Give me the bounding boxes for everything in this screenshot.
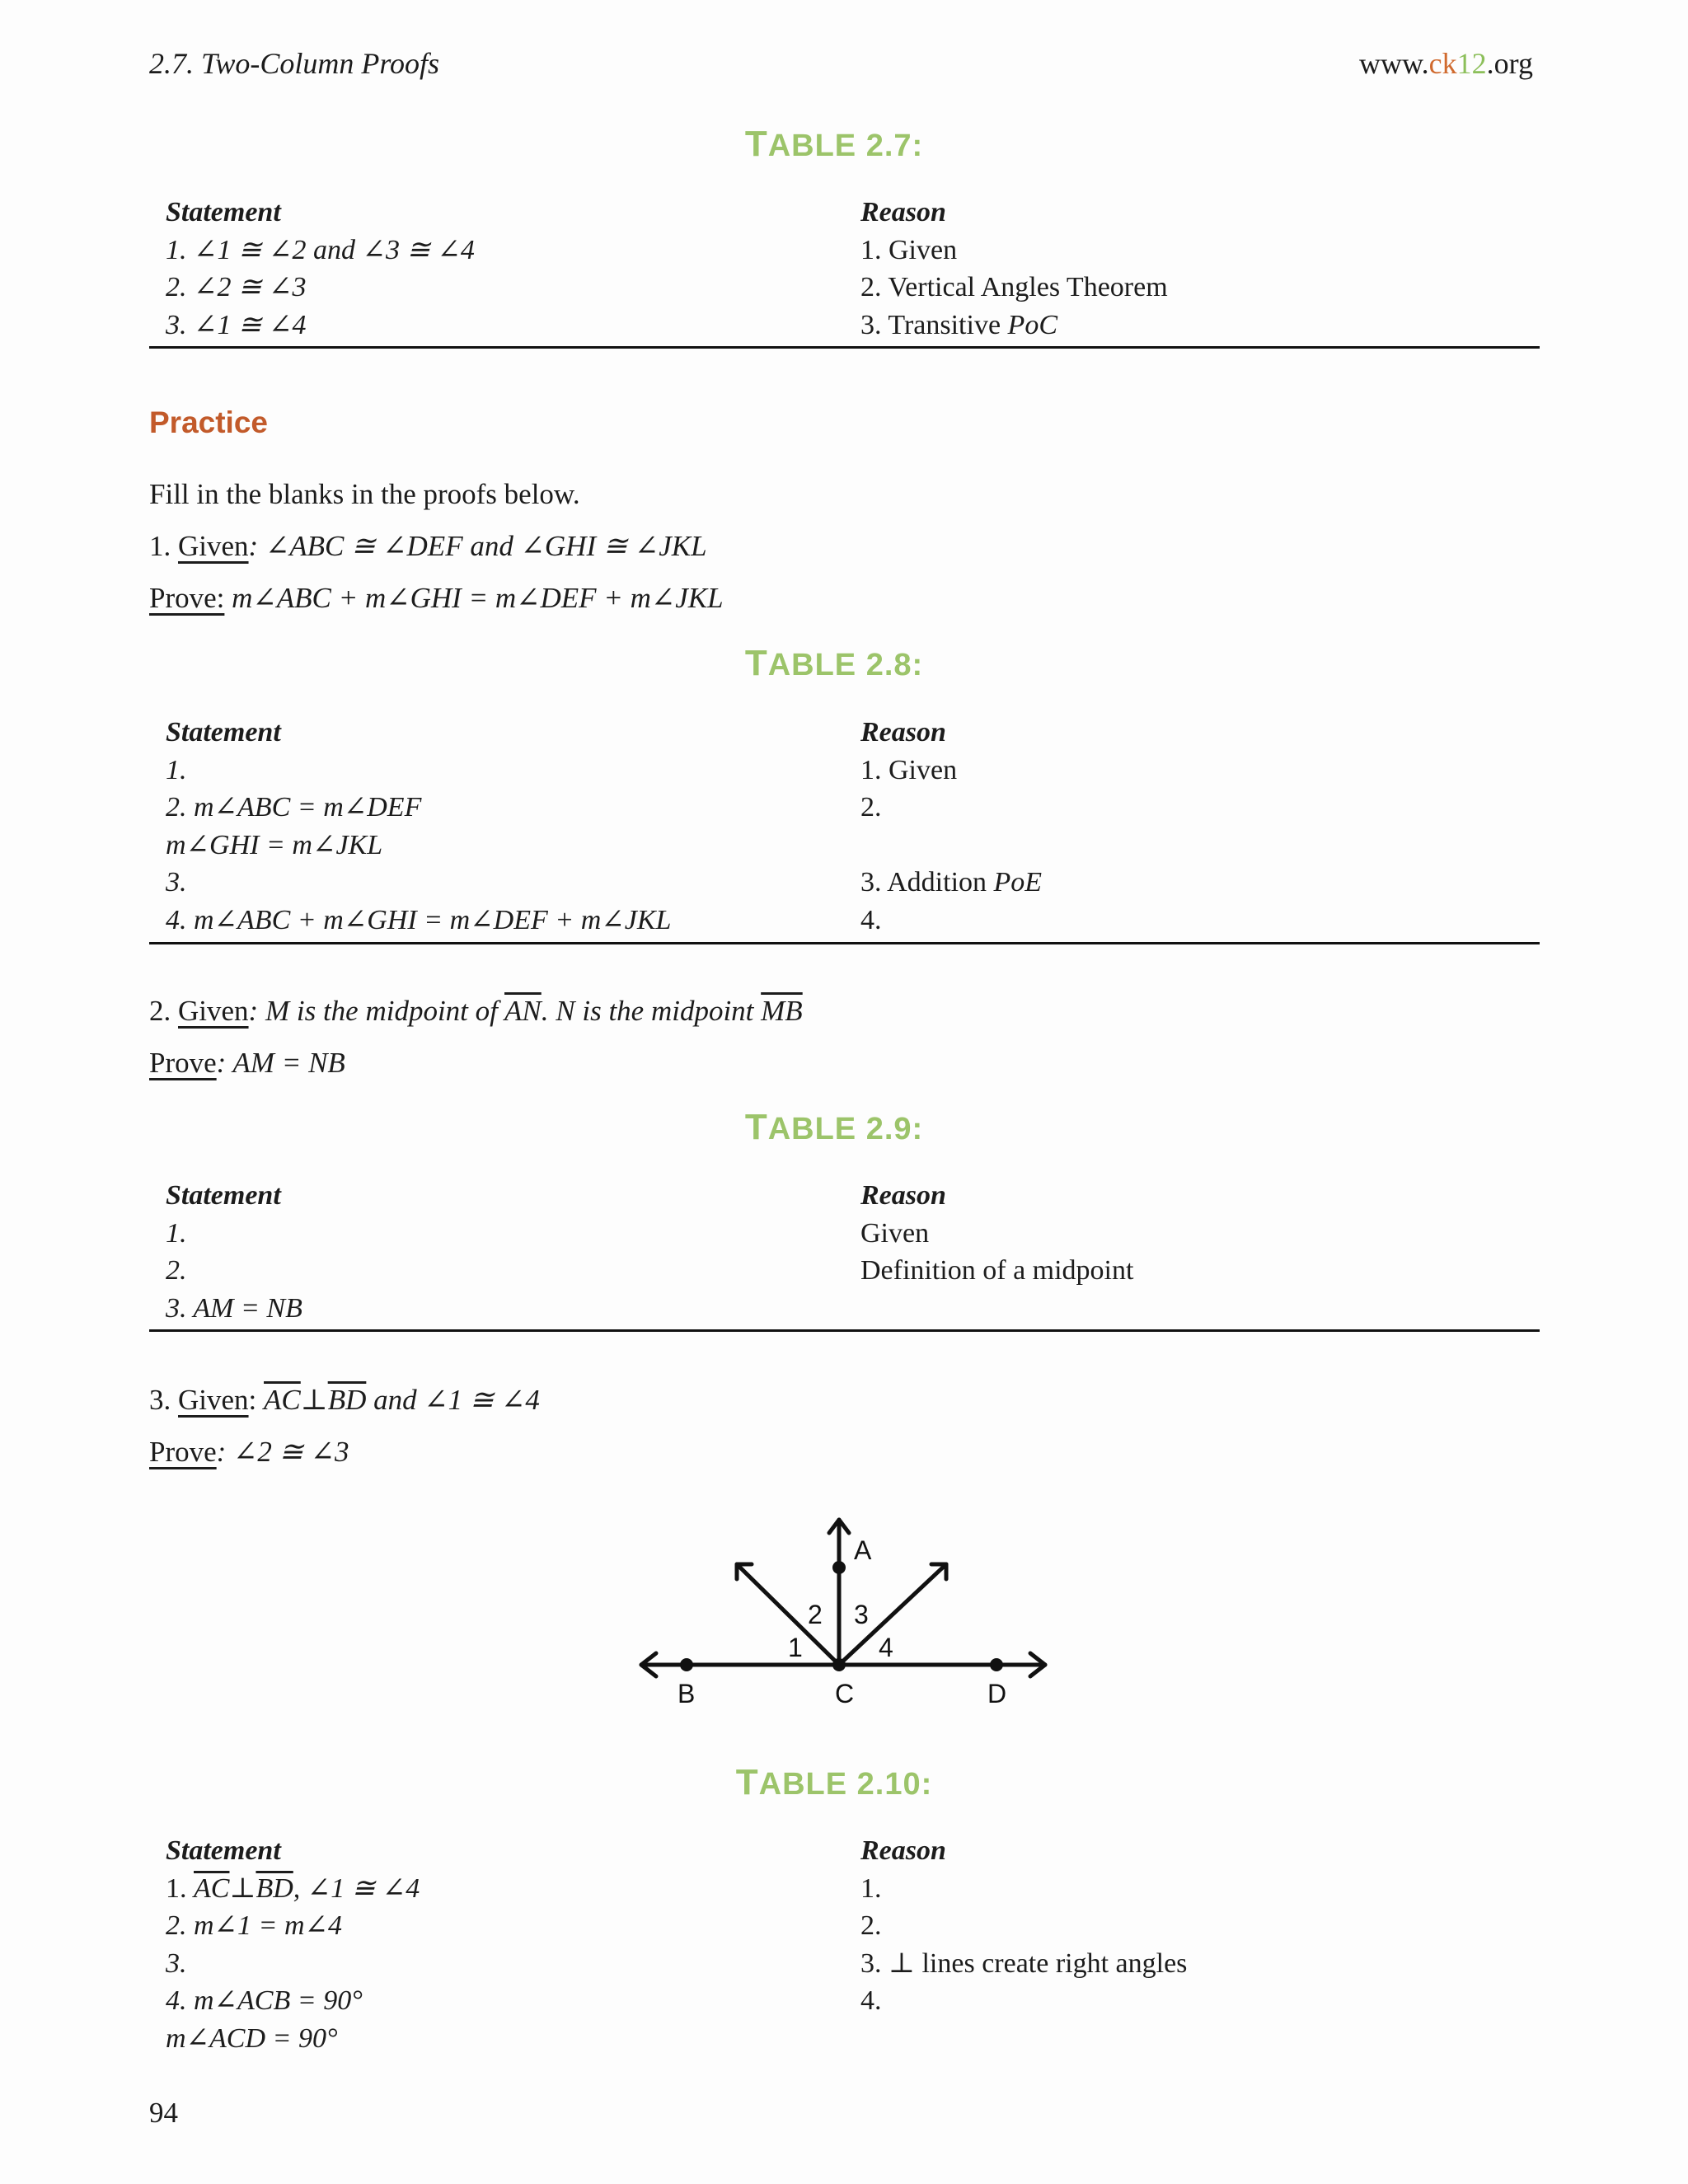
angle-label-2: 2 <box>808 1600 823 1629</box>
statement-row: m∠ACD = 90° <box>166 2022 338 2054</box>
label-a: A <box>854 1535 872 1565</box>
page-number: 94 <box>149 2097 178 2129</box>
reason-header: Reason <box>860 717 946 748</box>
running-header-section: 2.7. Two-Column Proofs <box>149 47 440 80</box>
problem-1-prove: Prove: m∠ABC + m∠GHI = m∠DEF + m∠JKL <box>149 582 724 614</box>
angle-label-1: 1 <box>788 1633 803 1662</box>
reason-column <box>860 1832 1187 2020</box>
problem-2-prove: Prove: AM = NB <box>149 1047 345 1079</box>
reason-row: Given <box>860 1217 930 1249</box>
table-bottom-rule <box>149 1329 1540 1332</box>
statement-header: Statement <box>166 1180 281 1211</box>
reason-row: 2. <box>860 1910 882 1941</box>
statement-column <box>166 1832 420 2057</box>
statement-row: 2. m∠1 = m∠4 <box>166 1910 343 1941</box>
angle-label-4: 4 <box>879 1633 893 1662</box>
label-d: D <box>987 1679 1007 1708</box>
statement-row: 1. $\overline{AC}\perp\overline{BD}$, ∠1 ≅ ∠4 <box>166 1872 420 1904</box>
statement-header: Statement <box>166 1835 281 1866</box>
statement-row: 2. <box>166 1255 187 1286</box>
point-d <box>990 1658 1003 1671</box>
statement-row: m∠GHI = m∠JKL <box>166 829 383 860</box>
reason-row: 1. Given <box>860 754 958 785</box>
table-2-9-caption: TABLE 2.9: <box>744 1107 924 1147</box>
reason-row: 1. <box>860 1872 882 1904</box>
practice-heading: Practice <box>149 405 268 439</box>
statement-row: 4. m∠ACB = 90° <box>166 1985 363 2016</box>
reason-row: 4. <box>860 904 882 935</box>
problem-1-given: 1. Given: ∠ABC ≅ ∠DEF and ∠GHI ≅ ∠JKL <box>149 530 707 562</box>
reason-column <box>860 194 1168 344</box>
table-bottom-rule <box>149 942 1540 944</box>
reason-header: Reason <box>860 1835 946 1866</box>
table-2-10 <box>149 1832 1540 2063</box>
reason-row: 2. Vertical Angles Theorem <box>860 272 1168 302</box>
reason-header: Reason <box>860 1180 946 1211</box>
statement-row: 3. ∠1 ≅ ∠4 <box>166 309 307 340</box>
statement-header: Statement <box>166 717 281 748</box>
point-c <box>832 1658 846 1671</box>
statement-column <box>166 194 475 344</box>
statement-column <box>166 714 671 939</box>
table-2-7-caption: TABLE 2.7: <box>744 124 924 164</box>
reason-row: 4. <box>860 1985 882 2016</box>
statement-row: 4. m∠ABC + m∠GHI = m∠DEF + m∠JKL <box>166 904 672 935</box>
reason-row: 2. <box>860 792 882 823</box>
reason-column <box>860 1177 1133 1290</box>
problem-2-given: 2. Given: M is the midpoint of $\overline{AN}$. N is the midpoint $\overline{MB}$ <box>149 995 803 1027</box>
label-c: C <box>835 1679 855 1708</box>
label-b: B <box>678 1679 696 1708</box>
angle-label-3: 3 <box>854 1600 869 1629</box>
reason-row: 1. Given <box>860 234 958 265</box>
angle-figure <box>626 1508 1055 1722</box>
reason-row: Definition of a midpoint <box>860 1255 1134 1286</box>
point-a <box>832 1561 846 1574</box>
table-2-8 <box>149 714 1540 949</box>
statement-column <box>166 1177 302 1327</box>
table-2-7 <box>149 194 1540 350</box>
table-bottom-rule <box>149 346 1540 349</box>
statement-row: 3. AM = NB <box>166 1292 302 1324</box>
reason-row: 3. Transitive PoC <box>860 309 1057 340</box>
statement-header: Statement <box>166 197 281 227</box>
statement-row: 1. <box>166 754 187 785</box>
reason-row: 3. Addition PoE <box>860 867 1043 898</box>
statement-row: 1. ∠1 ≅ ∠2 and ∠3 ≅ ∠4 <box>166 234 475 265</box>
statement-row: 2. ∠2 ≅ ∠3 <box>166 272 307 302</box>
table-2-8-caption: TABLE 2.8: <box>744 643 924 683</box>
problem-3-prove: Prove: ∠2 ≅ ∠3 <box>149 1436 349 1468</box>
reason-column <box>860 714 1042 939</box>
running-header-site: www.ck12.org <box>1359 47 1533 80</box>
practice-instructions: Fill in the blanks in the proofs below. <box>149 478 580 510</box>
point-b <box>680 1658 693 1671</box>
statement-row: 2. m∠ABC = m∠DEF <box>166 792 422 823</box>
table-2-9 <box>149 1177 1540 1333</box>
reason-row <box>860 827 1042 865</box>
statement-row: 1. <box>166 1217 187 1249</box>
reason-row: 3. ⊥ lines create right angles <box>860 1947 1188 1979</box>
statement-row: 3. <box>166 1947 187 1979</box>
table-2-10-caption: TABLE 2.10: <box>735 1762 933 1802</box>
reason-header: Reason <box>860 197 946 227</box>
statement-row: 3. <box>166 867 187 898</box>
problem-3-given: 3. Given: $\overline{AC}\perp\overline{BD}$ and ∠1 ≅ ∠4 <box>149 1384 540 1416</box>
